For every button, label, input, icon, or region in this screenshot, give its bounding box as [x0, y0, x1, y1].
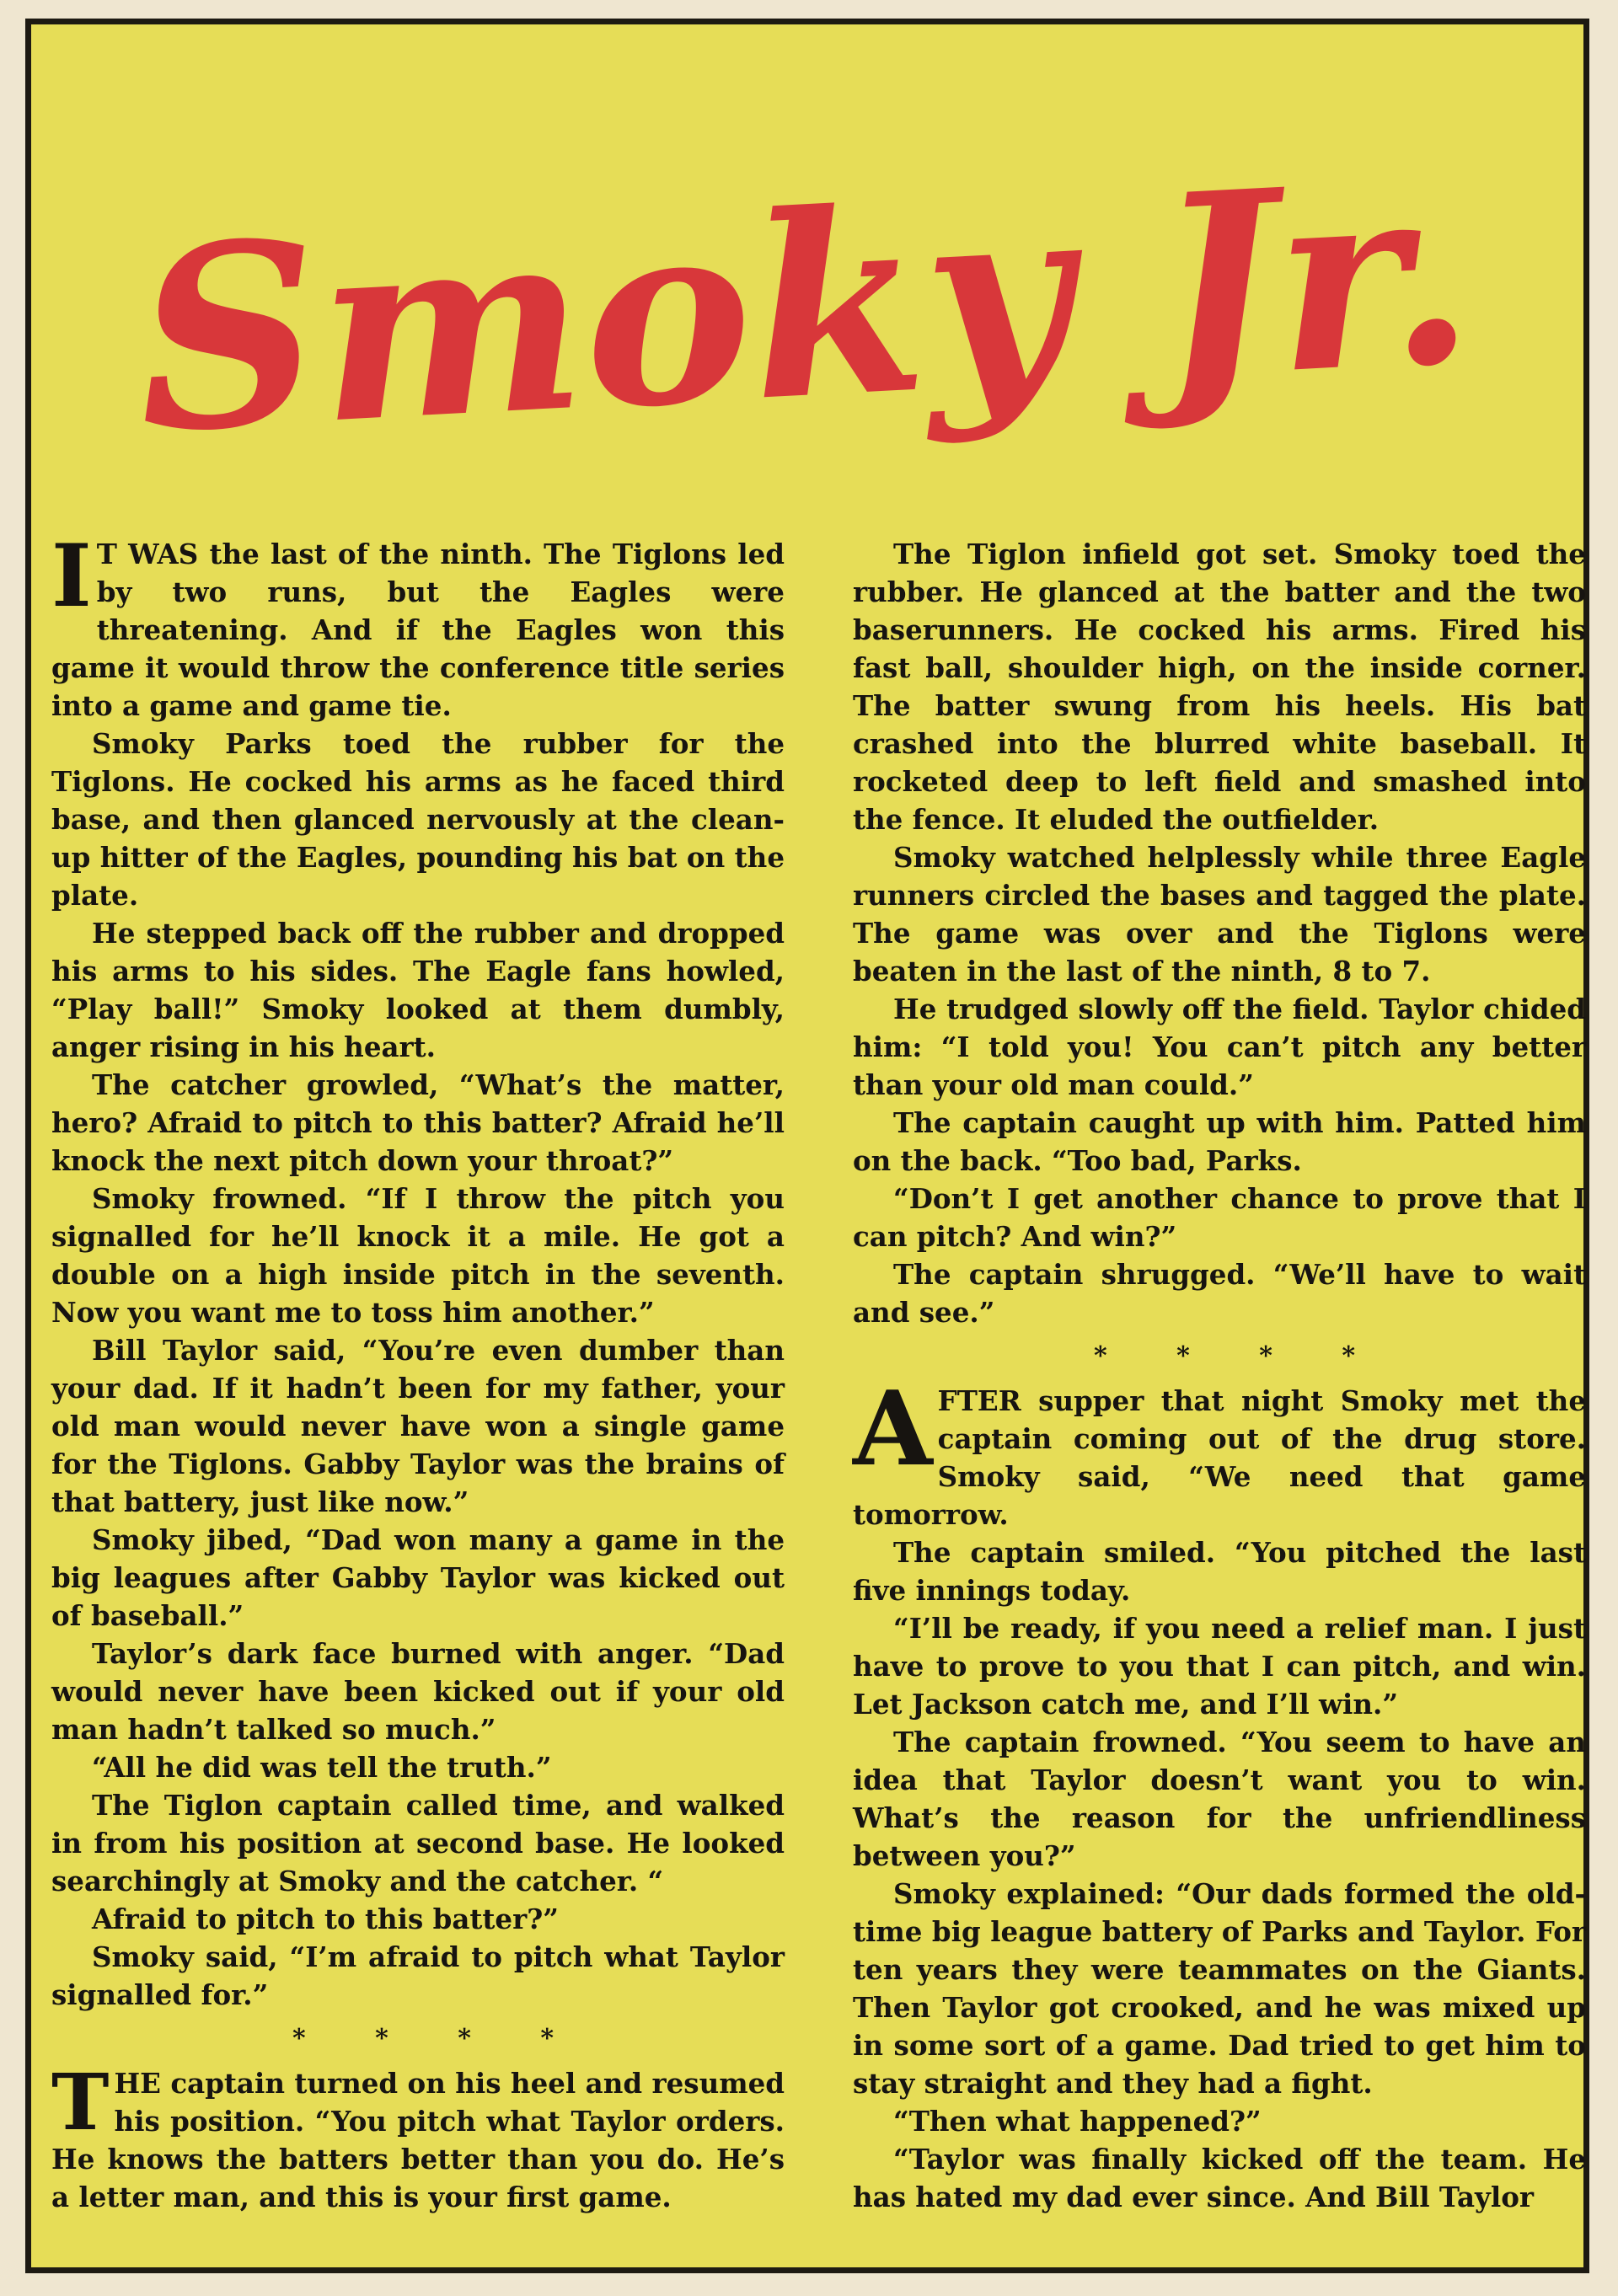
paragraph: He stepped back off the rubber and dropped his arms to his sides. The Eagle fans howled, “Play ball!” Smoky looked at them dumbly, anger rising in his heart.: [51, 917, 785, 1063]
paragraph: “Don’t I get another chance to prove that I can pitch? And win?”: [853, 1182, 1586, 1253]
opening-text: FTER supper that night Smoky met the captain coming out of the drug store. Smoky said, “We need that game tomorrow.: [853, 1384, 1586, 1531]
paragraph: Taylor’s dark face burned with anger. “Dad would never have been kicked out if your old man hadn’t talked so much.”: [51, 1637, 785, 1746]
drop-cap: T: [51, 2057, 110, 2148]
paragraph: Smoky frowned. “If I throw the pitch you signalled for he’ll knock it a mile. He got a double on a high inside pitch in the seventh. Now you want me to toss him another.”: [51, 1182, 785, 1329]
drop-cap: A: [853, 1367, 933, 1489]
paragraph: Smoky Parks toed the rubber for the Tiglons. He cocked his arms as he faced third base, and then glanced nervously at the clean-up hitter of the Eagles, pounding his bat on the plate.: [51, 727, 785, 912]
drop-cap: I: [51, 526, 92, 627]
opening-text: HE captain turned on his heel and resumed his position. “You pitch what Taylor orders. He knows the batters better than you do. He’s a letter man, and this is your first game.: [51, 2067, 785, 2213]
opening-paragraph: [51, 526, 785, 725]
paragraph: “Taylor was finally kicked off the team. He has hated my dad ever since. And Bill Taylor: [853, 2143, 1586, 2213]
section-opening-paragraph: [51, 2057, 785, 2216]
paragraph: Smoky said, “I’m afraid to pitch what Taylor signalled for.”: [51, 1940, 785, 2011]
paragraph: The captain caught up with him. Patted him on the back. “Too bad, Parks.: [853, 1106, 1586, 1177]
left-column: [51, 526, 785, 2216]
paragraph: The captain shrugged. “We’ll have to wait and see.”: [853, 1258, 1586, 1329]
paragraph: The Tiglon infield got set. Smoky toed the rubber. He glanced at the batter and the two baserunners. He cocked his arms. Fired his fast ball, shoulder high, on the inside corner. The batter swung from his heels. His bat crashed into the blurred white baseball. It rocketed deep to left field and smashed into the fence. It eluded the outfielder.: [853, 538, 1586, 836]
title-text: Smoky Jr.: [130, 168, 1481, 490]
paragraph: The captain frowned. “You seem to have an idea that Taylor doesn’t want you to win. What’s the reason for the unfriendliness between you?”: [853, 1726, 1586, 1872]
paragraph: “I’ll be ready, if you need a relief man. I just have to prove to you that I can pitch, and win. Let Jackson catch me, and I’ll win.”: [853, 1612, 1586, 1721]
paragraph: The captain smiled. “You pitched the last five innings today.: [853, 1536, 1586, 1607]
paragraph: Afraid to pitch to this batter?”: [92, 1903, 559, 1935]
paragraph: He trudged slowly off the field. Taylor chided him: “I told you! You can’t pitch any better than your old man could.”: [853, 993, 1586, 1101]
paragraph: Bill Taylor said, “You’re even dumber than your dad. If it hadn’t been for my father, your old man would never have won a single game for the Tiglons. Gabby Taylor was the brains of that battery, just like now.”: [51, 1334, 785, 1518]
section-separator: * * * *: [1093, 1341, 1386, 1371]
right-column: [853, 535, 1586, 2216]
paragraph: Smoky watched helplessly while three Eagle runners circled the bases and tagged the plate. The game was over and the Tiglons were beaten in the last of the ninth, 8 to 7.: [853, 841, 1586, 987]
opening-text: T WAS the last of the ninth. The Tiglons led by two runs, but the Eagles were threatening. And if the Eagles won this game it would throw the conference title series into a game and game tie.: [51, 538, 785, 722]
paragraph: Smoky explained: “Our dads formed the old-time big league battery of Parks and Taylor. For ten years they were teammates on the Giants. Then Taylor got crooked, and he was mixed up in some sort of a game. Dad tried to get him to stay straight and they had a fight.: [853, 1877, 1586, 2100]
section-separator: * * * *: [292, 2024, 585, 2053]
paragraph: “Then what happened?”: [893, 2105, 1262, 2138]
title-lettering: [31, 168, 1583, 522]
paragraph: The catcher growled, “What’s the matter, hero? Afraid to pitch to this batter? Afraid he’ll knock the next pitch down your throat?”: [51, 1068, 785, 1177]
story-page: [25, 19, 1589, 2273]
section-opening-paragraph: [853, 1367, 1586, 1533]
story-title: [31, 168, 1583, 522]
paragraph: Smoky jibed, “Dad won many a game in the big leagues after Gabby Taylor was kicked out of baseball.”: [51, 1523, 785, 1632]
paragraph: “All he did was tell the truth.”: [92, 1751, 552, 1784]
paragraph: The Tiglon captain called time, and walked in from his position at second base. He looked searchingly at Smoky and the catcher. “: [51, 1789, 785, 1897]
